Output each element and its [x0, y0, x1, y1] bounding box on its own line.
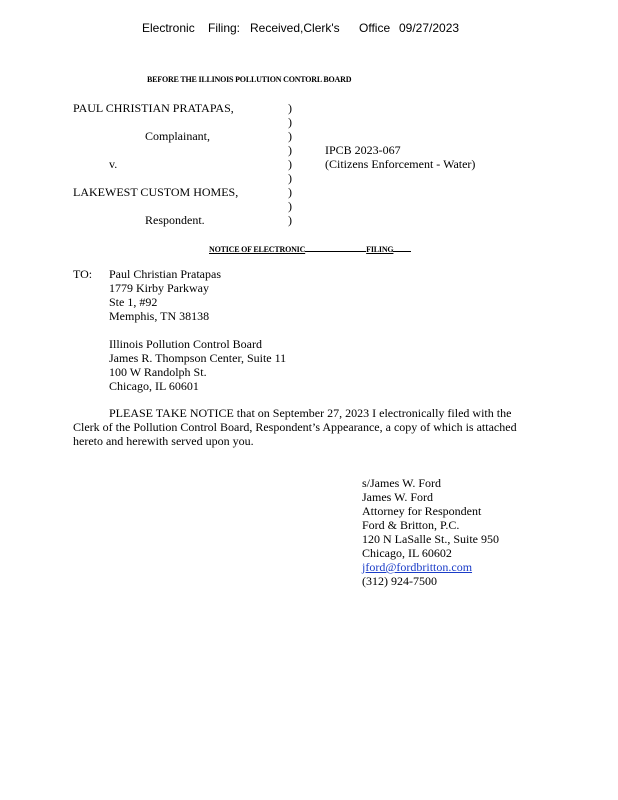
to-label: TO: [73, 267, 93, 281]
signature-line: s/James W. Ford [362, 476, 442, 490]
header-electronic: Electronic [142, 21, 195, 35]
notice-body-line-3: hereto and herewith served upon you. [73, 434, 254, 448]
email-link[interactable]: jford@fordbritton.com [362, 560, 473, 574]
complainant-name: PAUL CHRISTIAN PRATAPAS, [73, 101, 234, 115]
firm-name: Ford & Britton, P.C. [362, 518, 460, 532]
recipient-1-name: Paul Christian Pratapas [109, 267, 221, 281]
complainant-role: Complainant, [145, 129, 210, 143]
respondent-role: Respondent. [145, 213, 205, 227]
notice-body-line-2: Clerk of the Pollution Control Board, Respondent’s Appearance, a copy of which is attached [73, 420, 517, 434]
firm-city: Chicago, IL 60602 [362, 546, 452, 560]
header-office: Office [359, 21, 391, 35]
recipient-1 [109, 267, 221, 323]
recipient-2 [109, 337, 286, 393]
notice-title [209, 243, 411, 254]
case-type: (Citizens Enforcement - Water) [325, 157, 476, 171]
notice-title-left: NOTICE OF ELECTRONIC [209, 245, 306, 254]
attorney-name: James W. Ford [362, 490, 434, 504]
notice-body-line-1: PLEASE TAKE NOTICE that on September 27, 2023 I electronically filed with the [109, 406, 512, 420]
board-title: BEFORE THE ILLINOIS POLLUTION CONTORL BOARD [147, 75, 352, 84]
recipient-1-suite: Ste 1, #92 [109, 295, 158, 309]
recipient-2-suite: 100 W Randolph St. [109, 365, 207, 379]
recipient-2-street: James R. Thompson Center, Suite 11 [109, 351, 287, 365]
firm-street: 120 N LaSalle St., Suite 950 [362, 532, 499, 546]
notice-title-gap [305, 243, 366, 252]
header-date: 09/27/2023 [399, 21, 460, 35]
attorney-title: Attorney for Respondent [362, 504, 482, 518]
versus-label: v. [109, 157, 118, 171]
recipient-2-name: Illinois Pollution Control Board [109, 337, 263, 351]
case-number: IPCB 2023-067 [325, 143, 401, 157]
notice-title-right: FILING [366, 245, 394, 254]
header-received: Received,Clerk's [250, 21, 340, 35]
recipient-1-city: Memphis, TN 38138 [109, 309, 210, 323]
respondent-name: LAKEWEST CUSTOM HOMES, [73, 185, 239, 199]
signature-block [362, 476, 499, 588]
phone-number: (312) 924-7500 [362, 574, 437, 588]
header-filing: Filing: [208, 21, 241, 35]
caption-parentheses: ) ) ) ) ) ) ) ) ) [288, 101, 292, 227]
notice-title-tail [393, 243, 411, 252]
recipient-1-street: 1779 Kirby Parkway [109, 281, 209, 295]
recipient-2-city: Chicago, IL 60601 [109, 379, 199, 393]
